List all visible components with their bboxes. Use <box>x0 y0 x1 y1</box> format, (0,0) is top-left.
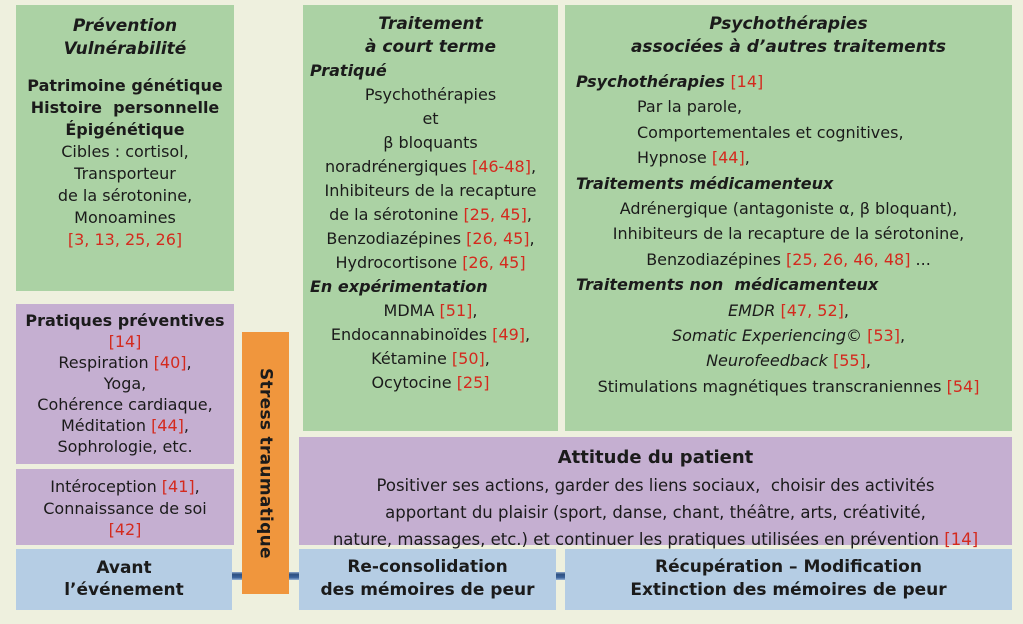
text-line <box>573 298 1004 323</box>
text-line <box>16 373 234 394</box>
spacer <box>16 61 234 75</box>
treatment-title-line: Traitement <box>378 14 483 34</box>
text-line <box>16 498 234 520</box>
text-line <box>307 131 554 155</box>
text-segment: et <box>422 109 439 128</box>
text-segment: Comportementales et cognitives, <box>637 122 904 142</box>
text-line <box>307 203 554 227</box>
experimental-header: En expérimentation <box>310 277 488 296</box>
text-segment: Méditation <box>61 416 152 435</box>
text-segment: , <box>899 326 906 346</box>
reference-tag: [25, 45] <box>463 205 527 224</box>
text-line <box>307 155 554 179</box>
text-segment: Stimulations magnétiques transcraniennes <box>597 376 947 396</box>
text-line: des mémoires de peur <box>320 580 535 600</box>
text-line <box>573 374 1004 399</box>
text-line: Extinction des mémoires de peur <box>630 580 947 600</box>
prevention-title-line: Prévention <box>72 16 178 36</box>
text-segment: , <box>529 229 535 248</box>
short-term-treatment-box <box>303 5 558 431</box>
text-segment: Ocytocine <box>371 373 457 392</box>
reference-tag: [54] <box>946 376 980 396</box>
text-line: Transporteur <box>74 164 176 183</box>
text-segment: apportant du plaisir (sport, danse, chant, théâtre, arts, créativité, <box>385 503 926 522</box>
text-segment: Sophrologie, etc. <box>57 437 193 456</box>
psychotherapies-title-line: Psychothérapies <box>709 14 868 34</box>
reference-tag: [40] <box>153 353 187 372</box>
reference-tag: [44] <box>711 148 745 168</box>
text-line <box>16 436 234 457</box>
interoception-box <box>16 469 234 545</box>
traumatic-stress-label: Stress traumatique <box>255 367 276 559</box>
text-line <box>573 221 1004 246</box>
text-segment: Benzodiazépines <box>326 229 467 248</box>
text-segment: Kétamine <box>371 349 452 368</box>
text-segment: , <box>843 300 849 320</box>
practices-title-line: Pratiques préventives <box>25 311 225 330</box>
reference-tag: [50] <box>451 349 485 368</box>
spacer <box>573 59 1004 69</box>
text-segment: Par la parole, <box>637 97 743 117</box>
text-segment: Neurofeedback <box>706 351 833 371</box>
traumatic-stress-bar <box>242 332 289 594</box>
reference-tag: [41] <box>161 477 195 496</box>
prevention-box <box>16 5 234 291</box>
text-segment: Hydrocortisone <box>335 253 463 272</box>
text-line: Récupération – Modification <box>655 557 922 577</box>
text-line <box>307 83 554 107</box>
text-line <box>16 415 234 436</box>
reference-tag: [26, 45] <box>466 229 530 248</box>
text-segment: de la sérotonine <box>329 205 464 224</box>
text-line <box>299 472 1012 499</box>
text-segment: Somatic Experiencing© <box>671 326 868 346</box>
text-segment: nature, massages, etc.) et continuer les pratiques utilisées en prévention <box>332 530 945 549</box>
text-line <box>307 371 554 395</box>
reference-tag: [51] <box>439 301 473 320</box>
text-line <box>573 120 1004 145</box>
reference-tag: [14] <box>944 530 979 549</box>
text-line: Épigénétique <box>65 120 185 139</box>
text-segment: Positiver ses actions, garder des liens sociaux, choisir des activités <box>376 476 935 495</box>
text-segment: Benzodiazépines <box>646 249 787 269</box>
text-line <box>573 145 1004 170</box>
reference-tag: [49] <box>492 325 526 344</box>
text-line: l’événement <box>64 580 184 600</box>
text-line <box>307 179 554 203</box>
text-line: Histoire personnelle <box>30 98 220 117</box>
reference-tag: [46-48] <box>471 157 531 176</box>
text-line: Re-consolidation <box>347 557 508 577</box>
text-segment: noradrénergiques <box>324 157 472 176</box>
text-segment: Connaissance de soi <box>43 498 207 518</box>
patient-attitude-box <box>299 437 1012 549</box>
reference-tag: [55] <box>832 351 866 371</box>
text-segment: , <box>484 349 490 368</box>
reference-tag: [26, 45] <box>462 253 526 272</box>
associated-psychotherapies-box <box>565 5 1012 431</box>
text-line <box>573 196 1004 221</box>
text-line <box>573 247 1004 272</box>
reference-tag: [25, 26, 46, 48] <box>786 249 911 269</box>
text-segment: ... <box>910 249 931 269</box>
text-line <box>307 107 554 131</box>
text-line: de la sérotonine, <box>57 186 193 205</box>
text-segment: Inhibiteurs de la recapture <box>324 181 537 200</box>
text-segment: , <box>744 148 750 168</box>
psychotherapies-header <box>573 69 1004 94</box>
reference-tag: [47, 52] <box>780 300 844 320</box>
before-event-box <box>16 549 232 610</box>
text-segment: Psychothérapies <box>576 72 731 91</box>
text-line <box>16 394 234 415</box>
preventive-practices-box <box>16 304 234 464</box>
drug-treatments-header: Traitements médicamenteux <box>576 173 834 193</box>
psychotherapies-title-line: associées à d’autres traitements <box>630 37 947 57</box>
reference-tag: [25] <box>456 373 490 392</box>
text-segment: , <box>186 353 192 372</box>
text-segment: , <box>183 416 189 435</box>
text-segment: , <box>472 301 478 320</box>
prevention-title-line: Vulnérabilité <box>63 39 187 59</box>
text-segment: Endocannabinoïdes <box>330 325 493 344</box>
text-segment: Hypnose <box>637 148 712 168</box>
text-line <box>307 251 554 275</box>
text-line: Monoamines <box>74 208 176 227</box>
text-segment: , <box>530 157 537 176</box>
text-segment: Inhibiteurs de la recapture de la sérotonine, <box>612 224 965 244</box>
text-segment: Respiration <box>58 353 154 372</box>
text-line <box>16 519 234 541</box>
text-segment: Intéroception <box>50 477 162 496</box>
text-segment: , <box>865 351 871 371</box>
text-line: Cibles : cortisol, <box>61 142 189 161</box>
text-line <box>573 323 1004 348</box>
reconsolidation-box <box>299 549 556 610</box>
text-segment: , <box>194 477 200 496</box>
non-drug-treatments-header: Traitements non médicamenteux <box>576 275 879 295</box>
reference-tag: [53] <box>867 326 900 346</box>
text-segment: Cohérence cardiaque, <box>37 395 213 414</box>
text-line <box>307 227 554 251</box>
reference-tag: [3, 13, 25, 26] <box>67 230 183 249</box>
practiced-header: Pratiqué <box>310 61 387 80</box>
text-segment: , <box>525 325 531 344</box>
text-line <box>299 499 1012 526</box>
text-line <box>307 299 554 323</box>
reference-tag: [42] <box>108 520 142 539</box>
text-line: Patrimoine génétique <box>27 76 223 95</box>
text-line <box>307 323 554 347</box>
text-line <box>16 476 234 498</box>
reference-tag: [44] <box>151 416 184 435</box>
text-segment: , <box>526 205 532 224</box>
text-line <box>16 352 234 373</box>
text-segment: β bloquants <box>383 133 478 152</box>
text-segment: MDMA <box>383 301 440 320</box>
patient-attitude-title: Attitude du patient <box>557 447 754 468</box>
treatment-title-line: à court terme <box>365 37 496 57</box>
recovery-extinction-box <box>565 549 1012 610</box>
text-line: Avant <box>96 558 152 578</box>
text-segment: Yoga, <box>103 374 147 393</box>
text-line <box>573 348 1004 373</box>
reference-tag: [14] <box>730 72 764 91</box>
text-segment: Psychothérapies <box>364 85 497 104</box>
text-segment: Adrénergique (antagoniste α, β bloquant), <box>619 199 958 219</box>
text-segment: EMDR <box>728 300 781 320</box>
reference-tag: [14] <box>108 332 142 351</box>
text-line <box>307 347 554 371</box>
text-line <box>573 94 1004 119</box>
